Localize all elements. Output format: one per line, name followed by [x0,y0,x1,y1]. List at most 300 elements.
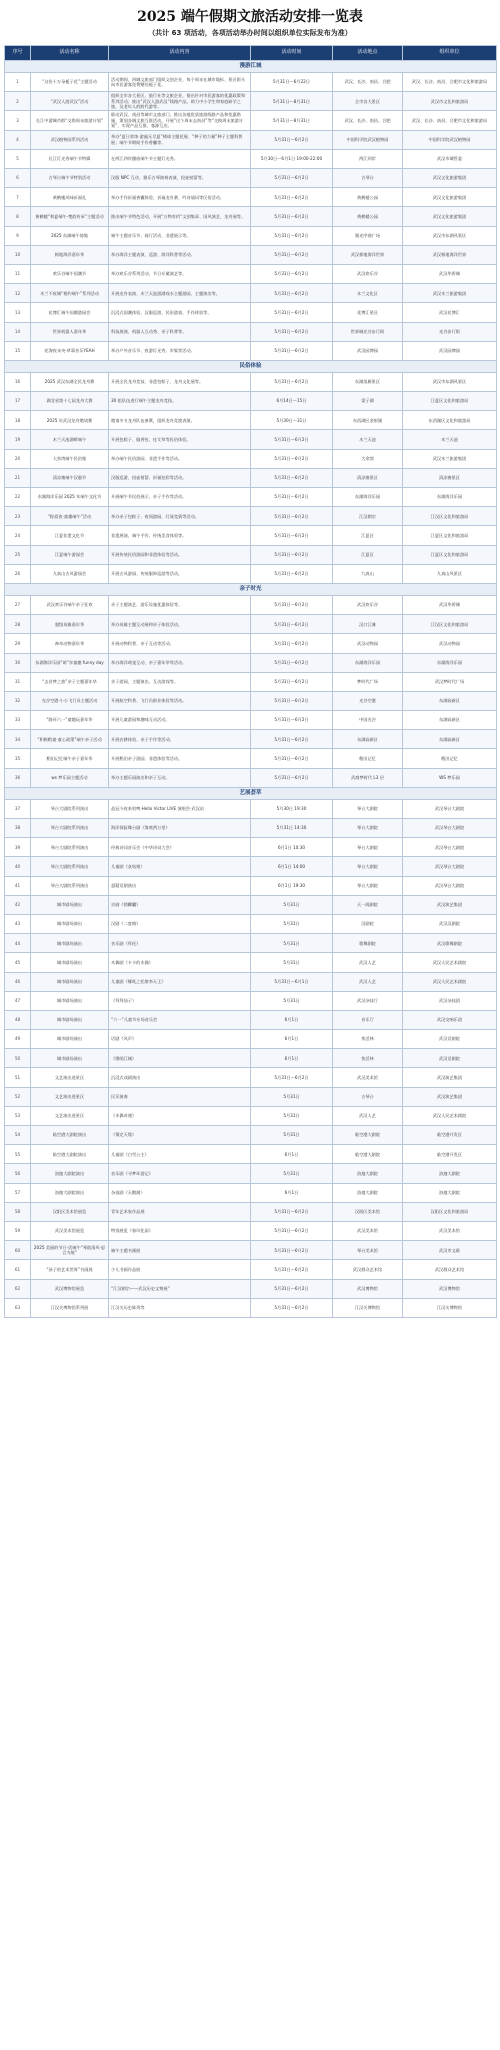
cell-desc: 儿童剧《哪吒之托塔李天王》 [109,972,251,991]
cell-desc: 举办手作祈福香囊体验、祈福龙舟赛、吟诗诵词等民俗活动。 [109,188,251,207]
cell-place: 梦时代广场 [333,672,403,691]
cell-desc: 邀请多支龙舟队伍参赛，组织龙舟竞渡表演。 [109,411,251,430]
cell-time: 5月31日 [251,953,333,972]
cell-no: 13 [5,303,31,322]
cell-place: 武汉欢乐谷 [333,595,403,614]
cell-no: 37 [5,799,31,818]
cell-no: 40 [5,857,31,876]
cell-time: 5月31日 [251,1164,333,1183]
table-row [5,92,497,111]
cell-no: 52 [5,1087,31,1106]
cell-org: 九真山风景区 [403,564,497,583]
cell-no: 29 [5,634,31,653]
table-row [5,914,497,933]
cell-place: 武汉杂技厅 [333,991,403,1010]
cell-name: “积极稻童·童心政策”端午亲子活动 [31,730,109,749]
cell-place: 梁子湖 [333,392,403,411]
cell-place: 天一阁剧院 [333,895,403,914]
cell-time: 5月31日～6月2日 [251,264,333,283]
cell-org: 武汉华侨城 [403,595,497,614]
cell-name: 神奇动物嘉年华 [31,634,109,653]
table-row [5,895,497,914]
table-row [5,634,497,653]
cell-name: 黄鹤楼“和夏端午·楚韵传承”主题活动 [31,207,109,226]
cell-no: 48 [5,1010,31,1029]
cell-no: 27 [5,595,31,614]
cell-time: 5月31日～6月2日 [251,545,333,564]
cell-desc: 活动期间，四城文旅部门组织文创企业，每个周末在城市地标、景区街头向市民游客免费赠送栀子花。 [109,73,251,92]
table-row [5,1241,497,1260]
cell-name: 文艺演出进景区 [31,1068,109,1087]
cell-time: 5月31日 [251,1106,333,1125]
cell-no: 19 [5,430,31,449]
table-row [5,1068,497,1087]
cell-place: 古琴台 [333,169,403,188]
table-row [5,653,497,672]
cell-no: 45 [5,953,31,972]
cell-desc: 汉剧《二度梅》 [109,914,251,933]
cell-org: 武汉杂技团 [403,991,497,1010]
cell-place: 光谷空港 [333,691,403,710]
cell-place: 世界城光谷步行街 [333,322,403,341]
cell-time: 6月1日 [251,1183,333,1202]
cell-time: 5月31日～6月2日 [251,372,333,391]
cell-name: 琴台大剧院系列演出 [31,819,109,838]
cell-org: 稻田记忆 [403,749,497,768]
cell-org: 洛迦大剧院 [403,1164,497,1183]
cell-time: 5月31日～6月2日 [251,449,333,468]
cell-name: 花海夜未央·草莓音乐YEAH [31,341,109,360]
cell-desc: “六一”儿童节专场音乐会 [109,1010,251,1029]
cell-name: 欢乐谷端午国潮节 [31,264,109,283]
cell-name: “这份十万朵栀子花”主题活动 [31,73,109,92]
cell-no: 58 [5,1202,31,1221]
cell-name: 木兰不夜城“相约端午”系列活动 [31,284,109,303]
table-row [5,449,497,468]
cell-desc: 联动武汉、南昌等城市文旅部门，推出各地优质旅游线路产品和优惠措施，策划各城文旅互推活动，开展“这个周末去南昌”等“交换周末旅游计划”，实现产品互推、客源互送。 [109,111,251,130]
cell-name: 城市剧场演出 [31,953,109,972]
cell-time: 6月1日 14:00 [251,857,333,876]
cell-place: 临空港大剧院 [333,1126,403,1145]
cell-org: 武汉汉剧院 [403,914,497,933]
cell-time: 5月30日 19:30 [251,799,333,818]
table-row [5,1030,497,1049]
cell-place: 武汉动物园 [333,634,403,653]
cell-no: 6 [5,169,31,188]
cell-org: 武汉人民艺术剧院 [403,953,497,972]
cell-desc: 在两江四岸播放端午节主题灯光秀。 [109,149,251,168]
cell-place: 洛迦大剧院 [333,1164,403,1183]
cell-org: 木兰天池 [403,430,497,449]
cell-desc: 儿童剧《灰姑娘》 [109,857,251,876]
cell-time: 5月30日～6月1日 19:00-22:00 [251,149,333,168]
cell-no: 28 [5,615,31,634]
page-title: 2025 端午假期文旅活动安排一览表 [137,9,363,25]
cell-place: 两江四岸 [333,149,403,168]
section-header [5,61,497,73]
cell-no: 3 [5,111,31,130]
cell-desc: 京剧《锁麟囊》 [109,895,251,914]
cell-desc: 开展包粽子、做香包、挂艾草等民俗体验。 [109,430,251,449]
cell-time: 5月31日～6月2日 [251,130,333,149]
cell-no: 36 [5,768,31,787]
cell-place: 武汉极地海洋世界 [333,245,403,264]
table-row [5,749,497,768]
cell-desc: 开展古风游园、传统服饰巡游等活动。 [109,564,251,583]
table-row [5,245,497,264]
table-row [5,430,497,449]
cell-no: 35 [5,749,31,768]
cell-name: 琴台大剧院系列演出 [31,876,109,895]
cell-time: 5月31日～6月2日 [251,634,333,653]
cell-desc: 《木偶奇遇》 [109,1106,251,1125]
cell-time: 5月31日～6月2日 [251,672,333,691]
cell-org: 武汉市城管委 [403,149,497,168]
cell-name: 洛迦大剧院演出 [31,1183,109,1202]
cell-no: 50 [5,1049,31,1068]
cell-no: 10 [5,245,31,264]
cell-org: WS 梦乐园 [403,768,497,787]
cell-org: 江汉区文化和旅游局 [403,615,497,634]
cell-org: 洛迦大剧院 [403,1183,497,1202]
cell-time: 5月31日～6月2日 [251,711,333,730]
cell-name: 文艺演出进景区 [31,1106,109,1125]
cell-desc: 推出端午节特色活动，开展“万物有约”文创集章、国风演艺、龙舟展等。 [109,207,251,226]
cell-place: 江汉关博物馆 [333,1298,403,1317]
cell-desc: 开展航空科普、飞行员职业体验等活动。 [109,691,251,710]
table-row [5,322,497,341]
cell-no: 9 [5,226,31,245]
table-row [5,1010,497,1029]
cell-no: 17 [5,392,31,411]
table-row [5,507,497,526]
table-row [5,1106,497,1125]
cell-name: 武汉博物馆展览 [31,1279,109,1298]
table-row [5,934,497,953]
cell-desc: 端午主题音乐节、骑行活动、非遗展示等。 [109,226,251,245]
cell-name: 琴台大剧院系列演出 [31,857,109,876]
cell-time: 5月31日～6月2日 [251,1241,333,1260]
cell-desc: 经典诗词音乐会《中华诗词大会》 [109,838,251,857]
cell-name: 2025 东湖端午骑集 [31,226,109,245]
cell-place: 武汉人艺 [333,972,403,991]
cell-time: 5月31日 [251,934,333,953]
cell-place: 琴台美术馆 [333,1241,403,1260]
table-row [5,1279,497,1298]
cell-name: 江夏端午游园会 [31,545,109,564]
cell-org: 武汉市东湖风景区 [403,372,497,391]
cell-place: 江夏区 [333,545,403,564]
cell-org: 武汉木兰旅游集团 [403,449,497,468]
table-row [5,1183,497,1202]
cell-place: 琴台大剧院 [333,876,403,895]
cell-time: 5月31日～6月2日 [251,207,333,226]
cell-no: 22 [5,488,31,507]
cell-no: 39 [5,838,31,857]
cell-time: 5月31日～6月2日 [251,169,333,188]
activity-table [4,45,497,1318]
table-row [5,207,497,226]
cell-no: 12 [5,284,31,303]
cell-place: 花博汇景区 [333,303,403,322]
cell-org: 武汉、长沙、南昌、合肥市文化和旅游局 [403,111,497,130]
cell-place: 武汉人艺 [333,953,403,972]
cell-desc: 开展全民龙舟竞技、非遗包粽子、龙舟文化展等。 [109,372,251,391]
cell-place: 木兰天池 [333,430,403,449]
cell-desc: 《歌唱江城》 [109,1049,251,1068]
cell-desc: 木偶剧《卡卡的木偶》 [109,953,251,972]
table-row [5,1049,497,1068]
cell-org: 东湖海洋乐园 [403,488,497,507]
cell-no: 53 [5,1106,31,1125]
cell-no: 20 [5,449,31,468]
cell-place: 临空港大剧院 [333,1145,403,1164]
cell-no: 47 [5,991,31,1010]
table-row [5,545,497,564]
cell-desc: 科技展演、机器人互动秀、亲子科普等。 [109,322,251,341]
cell-name: 临空港大剧院演出 [31,1145,109,1164]
cell-desc: 举办亲子包粽子、夜间游园、灯谜竞猜等活动。 [109,507,251,526]
cell-name: 城市剧场演出 [31,895,109,914]
table-row [5,615,497,634]
cell-time: 5月31日～6月2日 [251,1202,333,1221]
cell-org: 武汉、长沙、南昌、合肥市文化和旅游局 [403,73,497,92]
cell-desc: 举办海洋主题表演、巡游、海洋科普等活动。 [109,245,251,264]
cell-desc: 端午主题书画展 [109,1241,251,1260]
cell-time: 5月31日～6月2日 [251,653,333,672]
cell-name: 城市剧场演出 [31,934,109,953]
cell-name: 江夏非遗文化节 [31,526,109,545]
cell-org: 武汉博物馆 [403,1279,497,1298]
cell-org: 清凉寨景区 [403,468,497,487]
cell-place: 木兰文化区 [333,284,403,303]
cell-no: 8 [5,207,31,226]
table-row [5,672,497,691]
table-row [5,819,497,838]
table-header [5,46,497,61]
cell-no: 60 [5,1241,31,1260]
cell-name: 2025 美丽的节日·话端午“琴韵清风·思言为展” [31,1241,109,1260]
cell-desc: 少儿书画作品展 [109,1260,251,1279]
cell-time: 5月31日～6月2日 [251,430,333,449]
cell-org: 临空港开发区 [403,1145,497,1164]
cell-place: 汉口江滩 [333,615,403,634]
cell-no: 38 [5,819,31,838]
cell-desc: 开展儿童游园和趣味互动活动。 [109,711,251,730]
cell-name: 清凉寨端午汉服节 [31,468,109,487]
cell-name: 琴台大剧院系列演出 [31,799,109,818]
cell-no: 2 [5,92,31,111]
cell-time: 5月31日～6月2日 [251,615,333,634]
cell-time: 6月1日 [251,1010,333,1029]
cell-no: 25 [5,545,31,564]
cell-place: 武汉博物馆 [333,1279,403,1298]
cell-name: 武汉植物园系列活动 [31,130,109,149]
table-row [5,73,497,92]
table-row [5,838,497,857]
cell-org: 东西湖区文化和旅游局 [403,411,497,430]
table-row [5,972,497,991]
cell-no: 21 [5,468,31,487]
table-row [5,149,497,168]
cell-time: 5月31日～6月2日 [251,1260,333,1279]
cell-name: 东湖海洋乐园“萌”享童趣 funny day [31,653,109,672]
cell-no: 43 [5,914,31,933]
cell-time: 5月31日～6月2日 [251,341,333,360]
cell-place: 江汉朝宗 [333,507,403,526]
cell-name: ws 梦乐园主题活动 [31,768,109,787]
cell-name: 江汉关博物馆系列展 [31,1298,109,1317]
cell-name: “去昔梦之旅”亲子主题嘉年华 [31,672,109,691]
cell-desc: 举办端午民俗游园、非遗手作等活动。 [109,449,251,468]
cell-org: 江夏区文化和旅游局 [403,545,497,564]
cell-no: 24 [5,526,31,545]
cell-time: 6月1日 19:30 [251,876,333,895]
cell-desc: 《拜拜仙子》 [109,991,251,1010]
cell-time: 5月31日～6月2日 [251,226,333,245]
cell-name: 2025 年武汉龙舟邀请赛 [31,411,109,430]
cell-desc: 开展稻田亲子游园、非遗体验等活动。 [109,749,251,768]
cell-desc: 悬疑话剧演出 [109,876,251,895]
cell-no: 11 [5,264,31,283]
cell-desc: 举办户外音乐节、夜游灯光秀、市集等活动。 [109,341,251,360]
cell-org: 光谷步行街 [403,322,497,341]
table-row [5,1202,497,1221]
cell-org: 临空港开发区 [403,1126,497,1145]
table-row [5,130,497,149]
cell-name: 城市剧场演出 [31,914,109,933]
cell-no: 4 [5,130,31,149]
cell-desc: 民乐演奏 [109,1087,251,1106]
cell-time: 5月31日 [251,991,333,1010]
table-row [5,411,497,430]
cell-place: 音乐厅 [333,1010,403,1029]
cell-org: 武汉文化旅游集团 [403,188,497,207]
cell-org: 中国科学院武汉植物园 [403,130,497,149]
table-row [5,264,497,283]
cell-org: 武汉琴台大剧院 [403,799,497,818]
cell-org: 武汉梦时代广场 [403,672,497,691]
cell-place: 歌舞剧院 [333,934,403,953]
cell-place: 武汉美术馆 [333,1221,403,1240]
table-row [5,1145,497,1164]
table-row [5,188,497,207]
cell-time: 5月31日～6月2日 [251,284,333,303]
cell-no: 7 [5,188,31,207]
cell-no: 61 [5,1260,31,1279]
cell-desc: 举办英雄主题互动展和亲子体验活动。 [109,615,251,634]
col-header-name: 活动名称 [31,46,109,61]
cell-time: 5月31日～6月2日 [251,1221,333,1240]
table-row [5,953,497,972]
cell-org: 武汉文化旅游集团 [403,207,497,226]
cell-org: 武汉群众艺术馆 [403,1260,497,1279]
cell-time: 5月31日～6月2日 [251,188,333,207]
cell-time: 6月1日 [251,1030,333,1049]
cell-desc: 开展传统民俗游园和非遗体验等活动。 [109,545,251,564]
cell-org: 武汉琴台大剧院 [403,876,497,895]
table-row [5,284,497,303]
table-row [5,169,497,188]
table-row [5,226,497,245]
page [4,0,496,1318]
cell-no: 31 [5,672,31,691]
cell-place: 琴台大剧院 [333,838,403,857]
cell-no: 57 [5,1183,31,1202]
col-header-org: 组织单位 [403,46,497,61]
section-title: 艺展荟萃 [5,787,497,799]
cell-place: 清凉寨景区 [333,468,403,487]
cell-no: 15 [5,341,31,360]
cell-desc: 举办海洋萌宠互动、亲子嘉年华等活动。 [109,653,251,672]
cell-desc: 沉浸式国潮体验、汉服巡游、民俗游戏、手作体验等。 [109,303,251,322]
cell-place: 武汉、长沙、南昌、合肥 [333,73,403,92]
cell-desc: 组织全市各大景区、旅行社等文旅企业，推出针对市民游客的优惠政策和系列活动；推出“武汉人游武汉”线路产品，助力中小学生和家庭研学之旅，及老年人的跨代游等。 [109,92,251,111]
cell-time: 5月31日～6月2日 [251,468,333,487]
cell-place: 武汉群众艺术馆 [333,1260,403,1279]
cell-org: 武汉话剧院 [403,1049,497,1068]
cell-name: “武汉人游武汉”活动 [31,92,109,111]
cell-no: 14 [5,322,31,341]
cell-place: 东湖海洋乐园 [333,653,403,672]
section-title: 亲子时光 [5,583,497,595]
cell-org: 武汉歌舞剧院 [403,934,497,953]
cell-desc: 亲子主题演艺、游乐设施优惠体验等。 [109,595,251,614]
cell-time: 5月31日 [251,1087,333,1106]
cell-place: 武汉人艺 [333,1106,403,1125]
cell-org: 武汉演艺集团 [403,895,497,914]
cell-name: 稻田记忆端午亲子嘉年华 [31,749,109,768]
cell-place: 洛迦大剧院 [333,1183,403,1202]
cell-name: 武汉欢乐谷端午亲子狂欢 [31,595,109,614]
cell-desc: 开展农耕体验、亲子手作等活动。 [109,730,251,749]
table-row [5,303,497,322]
table-row [5,1221,497,1240]
col-header-time: 活动时间 [251,46,333,61]
cell-org: 武汉琴台大剧院 [403,819,497,838]
cell-org: 武汉演艺集团 [403,1068,497,1087]
col-header-place: 活动地点 [333,46,403,61]
cell-time: 5月31日～6月2日 [251,1298,333,1317]
cell-desc: 话剧《风声》 [109,1030,251,1049]
cell-org: 武汉文化旅游集团 [403,169,497,188]
cell-org: 江夏区文化和旅游局 [403,392,497,411]
cell-name: 城市剧场演出 [31,991,109,1010]
cell-name: 古琴台端午节特别活动 [31,169,109,188]
cell-time: 5月31日～6月2日 [251,595,333,614]
table-row [5,691,497,710]
cell-place: 九真山 [333,564,403,583]
cell-time: 5月31日～6月2日 [251,507,333,526]
cell-org: 武汉极地海洋世界 [403,245,497,264]
cell-place: 武汉、长沙、南昌、合肥 [333,111,403,130]
cell-name: 极地海洋嘉年华 [31,245,109,264]
cell-desc: 海洋探险舞台剧《海底两万里》 [109,819,251,838]
cell-desc: 杂技剧《天鹅湖》 [109,1183,251,1202]
cell-place: 武汉欢乐谷 [333,264,403,283]
cell-no: 30 [5,653,31,672]
cell-place: 武汉美术馆 [333,1068,403,1087]
cell-name: 超级英雄嘉年华 [31,615,109,634]
cell-org: 江汉关博物馆 [403,1298,497,1317]
cell-no: 46 [5,972,31,991]
cell-name: 城市剧场演出 [31,1030,109,1049]
cell-org: 东湖海洋乐园 [403,653,497,672]
cell-desc: 青年艺术家作品展 [109,1202,251,1221]
cell-desc: 特别展览《春风化雨》 [109,1221,251,1240]
cell-time: 5月31日～8月31日 [251,92,333,111]
cell-desc: 沉浸式戏剧演出 [109,1068,251,1087]
